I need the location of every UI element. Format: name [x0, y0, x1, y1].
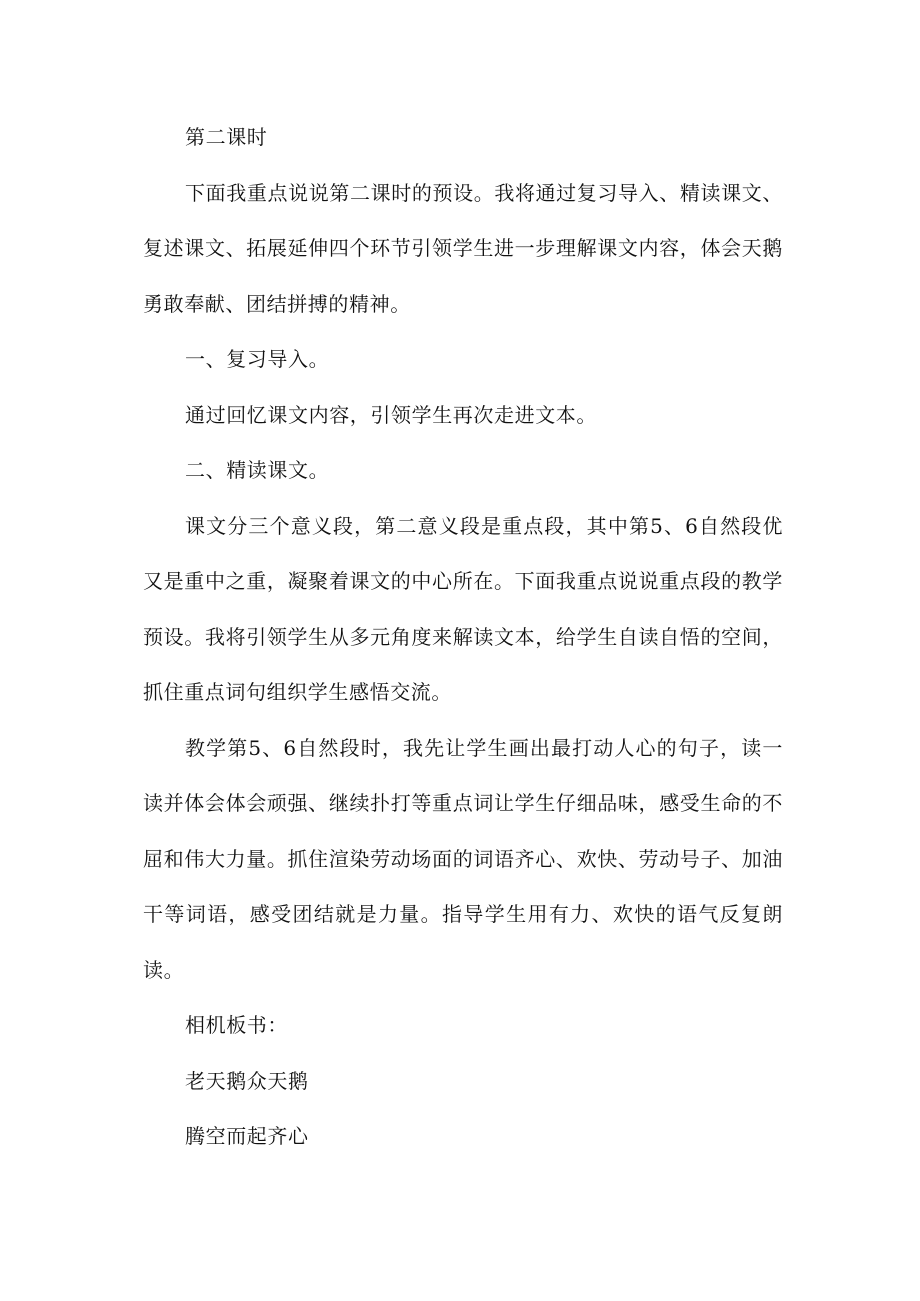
- teaching-paragraph: 教学第5、6自然段时，我先让学生画出最打动人心的句子，读一读并体会体会顽强、继续扑打等重点词让学生仔细品味，感受生命的不屈和伟大力量。抓住渲染劳动场面的词语齐心、欢快、劳动号子、加油干等词语，感受团结就是力量。指导学生用有力、欢快的语气反复朗读。: [143, 735, 783, 982]
- intro-paragraph: 下面我重点说说第二课时的预设。我将通过复习导入、精读课文、复述课文、拓展延伸四个环节引领学生进一步理解课文内容，体会天鹅勇敢奉献、团结拼搏的精神。: [143, 180, 783, 316]
- document-body: [143, 110, 783, 1165]
- step-one-heading: 一、复习导入。: [185, 347, 330, 371]
- step-two-paragraph: 课文分三个意义段，第二意义段是重点段，其中第5、6自然段优又是重中之重，凝聚着课文的中心所在。下面我重点说说重点段的教学预设。我将引领学生从多元角度来解读文本，给学生自读自悟的空间，抓住重点词句组织学生感悟交流。: [143, 513, 783, 704]
- step-two-heading: 二、精读课文。: [185, 458, 330, 482]
- step-one-paragraph: 通过回忆课文内容，引领学生再次走进文本。: [185, 402, 597, 427]
- blackboard-label: 相机板书：: [185, 1013, 288, 1037]
- blackboard-line-2: 腾空而起齐心: [185, 1124, 309, 1148]
- section-heading: 第二课时: [185, 125, 268, 149]
- blackboard-line-1: 老天鹅众天鹅: [185, 1068, 309, 1093]
